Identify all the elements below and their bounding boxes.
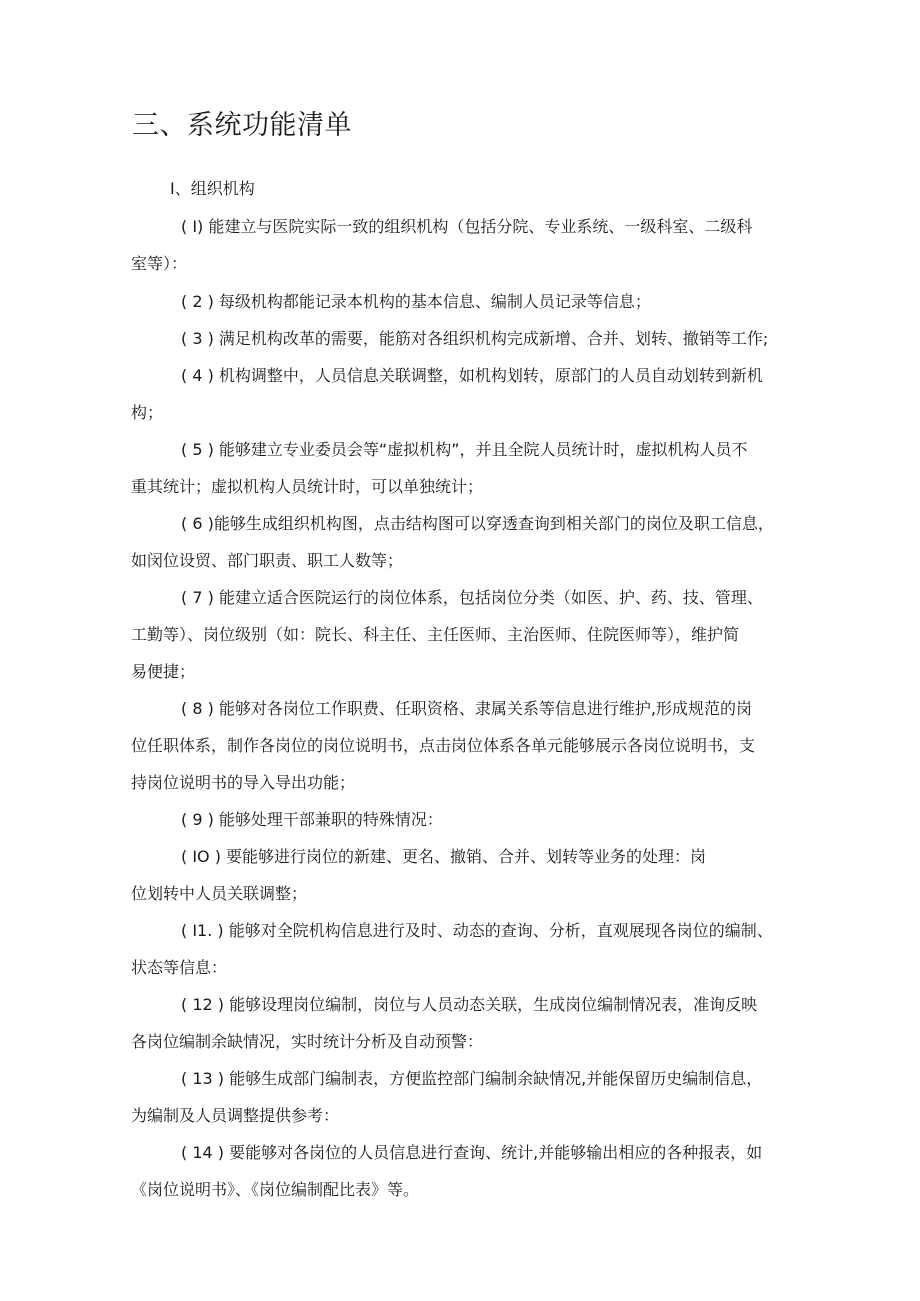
subsection-heading: I、组织机构: [170, 179, 255, 198]
text-line: ( 3 ) 满足机构改革的需要，能筋对各组织机构完成新增、合并、划转、撤销等工作;: [181, 329, 769, 348]
text-line: 持岗位说明书的导入导出功能；: [131, 773, 356, 792]
text-line: 状态等信息：: [131, 958, 228, 977]
text-line: 易便捷；: [131, 662, 196, 681]
text-line: 位任职体系，制作各岗位的岗位说明书，点击岗位体系各单元能够展示各岗位说明书，支: [131, 736, 756, 755]
text-line: ( 6 )能够生成组织机构图，点击结构图可以穿透查询到相关部门的岗位及职工信息，: [181, 514, 774, 533]
text-line: 各岗位编制余缺情况，实时统计分析及自动预警：: [131, 1032, 484, 1051]
text-line: ( 7 ) 能建立适合医院运行的岗位体系，包括岗位分类（如医、护、药、技、管理、: [181, 588, 763, 607]
text-line: 如闵位设贸、部门职责、职工人数等；: [131, 551, 404, 570]
section-heading: 三、系统功能清单: [132, 110, 352, 141]
text-line: ( I) 能建立与医院实际一致的组织机构（包括分院、专业系统、一级科室、二级科: [181, 217, 753, 236]
text-line: 工勤等）、岗位级别（如：院长、科主任、主任医师、主治医师、住院医师等），维护简: [131, 625, 740, 644]
text-line: 为编制及人员调整提供参考：: [131, 1106, 340, 1125]
text-line: 重其统计；虚拟机构人员统计时，可以单独统计；: [131, 477, 484, 496]
text-line: 构；: [131, 403, 164, 422]
text-line: 室等）：: [131, 254, 188, 273]
text-line: ( 4 ) 机构调整中，人员信息关联调整，如机构划转，原部门的人员自动划转到新机: [181, 366, 763, 385]
text-line: ( IO ) 要能够进行岗位的新建、更名、撤销、合并、划转等业务的处理：岗: [181, 847, 707, 866]
text-line: 《岗位说明书》、《岗位编制配比表》等。: [131, 1180, 420, 1199]
text-line: ( 2 ) 每级机构都能记录本机构的基本信息、编制人员记录等信息；: [181, 292, 651, 311]
text-line: ( 5 ) 能够建立专业委员会等“虚拟机构”，并且全院人员统计时，虚拟机构人员不: [181, 440, 748, 459]
text-line: ( 9 ) 能够处理干部兼职的特殊情况：: [181, 810, 443, 829]
text-line: ( 8 ) 能够对各岗位工作职费、任职资格、隶属关系等信息进行维护,形成规范的岗: [181, 699, 753, 718]
text-line: ( I1. ) 能够对全院机构信息进行及时、动态的查询、分析，直观展现各岗位的编制、: [181, 921, 773, 940]
text-line: ( 12 ) 能够设理岗位编制，岗位与人员动态关联，生成岗位编制情况表，准询反映: [181, 995, 758, 1014]
text-line: ( 13 ) 能够生成部门编制表，方便监控部门编制余缺情况,并能保留历史编制信息，: [181, 1069, 763, 1088]
text-line: ( 14 ) 要能够对各岗位的人员信息进行查询、统计,并能够输出相应的各种报表，如: [181, 1143, 763, 1162]
text-line: 位划转中人员关联调整；: [131, 884, 308, 903]
